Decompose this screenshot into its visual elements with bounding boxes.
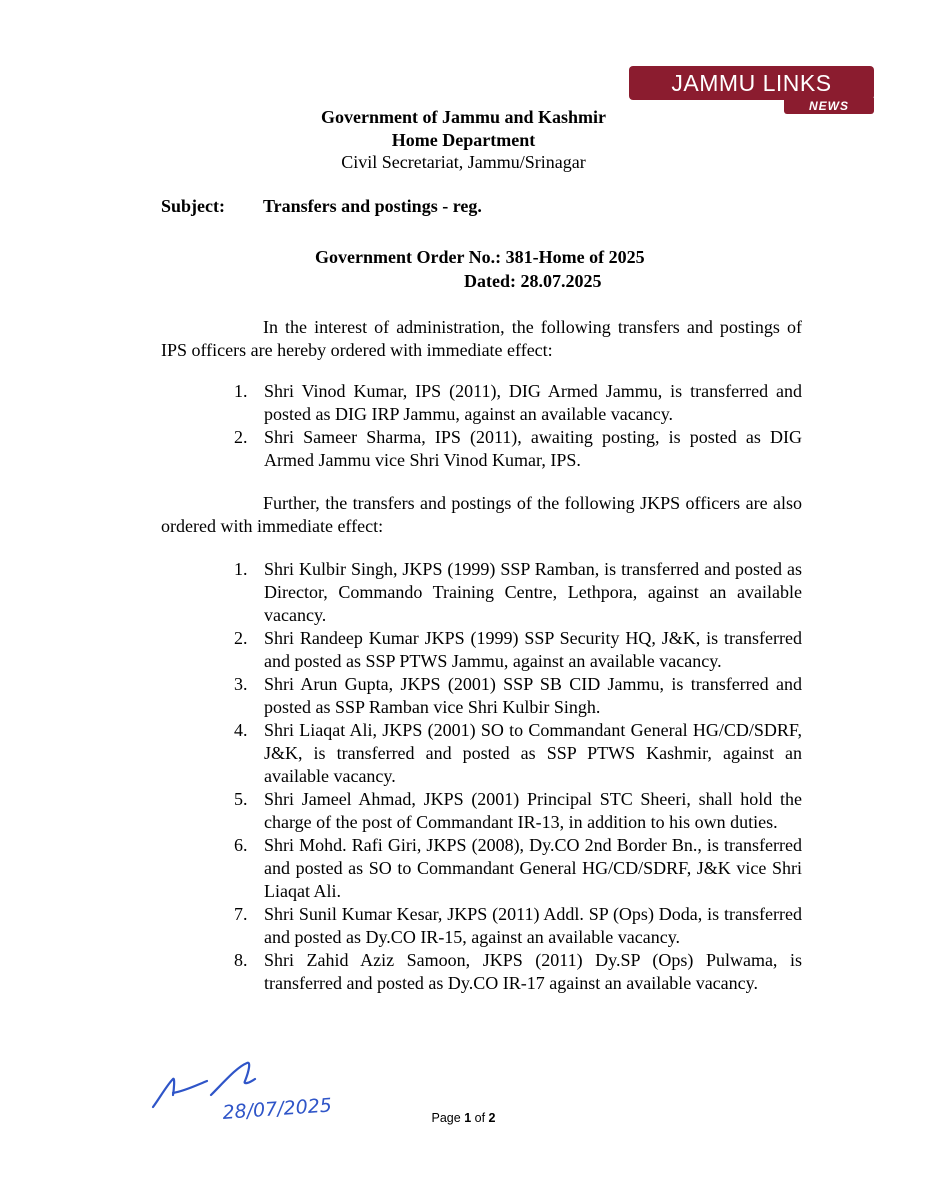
list-item: [229, 380, 802, 426]
list-item: [229, 673, 802, 719]
page-total: 2: [488, 1111, 496, 1125]
header-government: Government of Jammu and Kashmir: [321, 107, 606, 127]
item-text: Shri Randeep Kumar JKPS (1999) SSP Security HQ, J&K, is transferred and posted as SSP PTWS Jammu, against an available vacancy.: [264, 628, 802, 671]
item-text: Shri Liaqat Ali, JKPS (2001) SO to Commandant General HG/CD/SDRF, J&K, is transferred and posted as SSP PTWS Kashmir, against an available vacancy.: [264, 720, 802, 786]
item-number: 2.: [234, 628, 248, 648]
logo-main-text: JAMMU LINKS: [629, 66, 874, 100]
item-number: 1.: [234, 381, 248, 401]
subject-line: [161, 195, 482, 217]
list-item: [229, 949, 802, 995]
item-number: 7.: [234, 904, 248, 924]
page-footer: [0, 1111, 927, 1125]
item-text: Shri Kulbir Singh, JKPS (1999) SSP Ramban, is transferred and posted as Director, Commando Training Centre, Lethpora, against an available vacancy.: [264, 559, 802, 625]
item-number: 8.: [234, 950, 248, 970]
item-text: Shri Jameel Ahmad, JKPS (2001) Principal STC Sheeri, shall hold the charge of the post of Commandant IR-13, in addition to his own duties.: [264, 789, 802, 832]
page-current: 1: [464, 1111, 472, 1125]
list-item: [229, 426, 802, 472]
item-number: 3.: [234, 674, 248, 694]
subject-text: Transfers and postings - reg.: [263, 196, 482, 216]
item-number: 6.: [234, 835, 248, 855]
jkps-officers-list: [229, 558, 802, 995]
logo-sub-text: NEWS: [784, 98, 874, 114]
subject-label: Subject:: [161, 196, 225, 216]
header-department: Home Department: [391, 130, 536, 150]
list-item: [229, 719, 802, 788]
intro-paragraph: In the interest of administration, the following transfers and postings of IPS officers are hereby ordered with immediate effect:: [161, 317, 802, 360]
item-text: Shri Zahid Aziz Samoon, JKPS (2011) Dy.SP (Ops) Pulwama, is transferred and posted as Dy.CO IR-17 against an available vacancy.: [264, 950, 802, 993]
item-number: 5.: [234, 789, 248, 809]
item-text: Shri Mohd. Rafi Giri, JKPS (2008), Dy.CO 2nd Border Bn., is transferred and posted as SO to Commandant General HG/CD/SDRF, J&K vice Shri Liaqat Ali.: [264, 835, 802, 901]
page-label: Page: [431, 1111, 461, 1125]
signature-date: 28/07/2025: [221, 1094, 333, 1124]
item-text: Shri Sameer Sharma, IPS (2011), awaiting posting, is posted as DIG Armed Jammu vice Shri Vinod Kumar, IPS.: [264, 427, 802, 470]
list-item: [229, 558, 802, 627]
order-date: Dated: 28.07.2025: [464, 271, 602, 291]
list-item: [229, 903, 802, 949]
item-text: Shri Vinod Kumar, IPS (2011), DIG Armed Jammu, is transferred and posted as DIG IRP Jammu, against an available vacancy.: [264, 381, 802, 424]
item-number: 2.: [234, 427, 248, 447]
header-office: Civil Secretariat, Jammu/Srinagar: [341, 152, 586, 172]
item-text: Shri Arun Gupta, JKPS (2001) SSP SB CID Jammu, is transferred and posted as SSP Ramban vice Shri Kulbir Singh.: [264, 674, 802, 717]
order-number: Government Order No.: 381-Home of 2025: [315, 247, 645, 267]
item-text: Shri Sunil Kumar Kesar, JKPS (2011) Addl. SP (Ops) Doda, is transferred and posted as Dy.CO IR-15, against an available vacancy.: [264, 904, 802, 947]
item-number: 4.: [234, 720, 248, 740]
list-item: [229, 834, 802, 903]
list-item: [229, 627, 802, 673]
item-number: 1.: [234, 559, 248, 579]
list-item: [229, 788, 802, 834]
page-of: of: [474, 1111, 486, 1125]
ips-officers-list: [229, 380, 802, 472]
further-paragraph: Further, the transfers and postings of the following JKPS officers are also ordered with immediate effect:: [161, 493, 802, 536]
